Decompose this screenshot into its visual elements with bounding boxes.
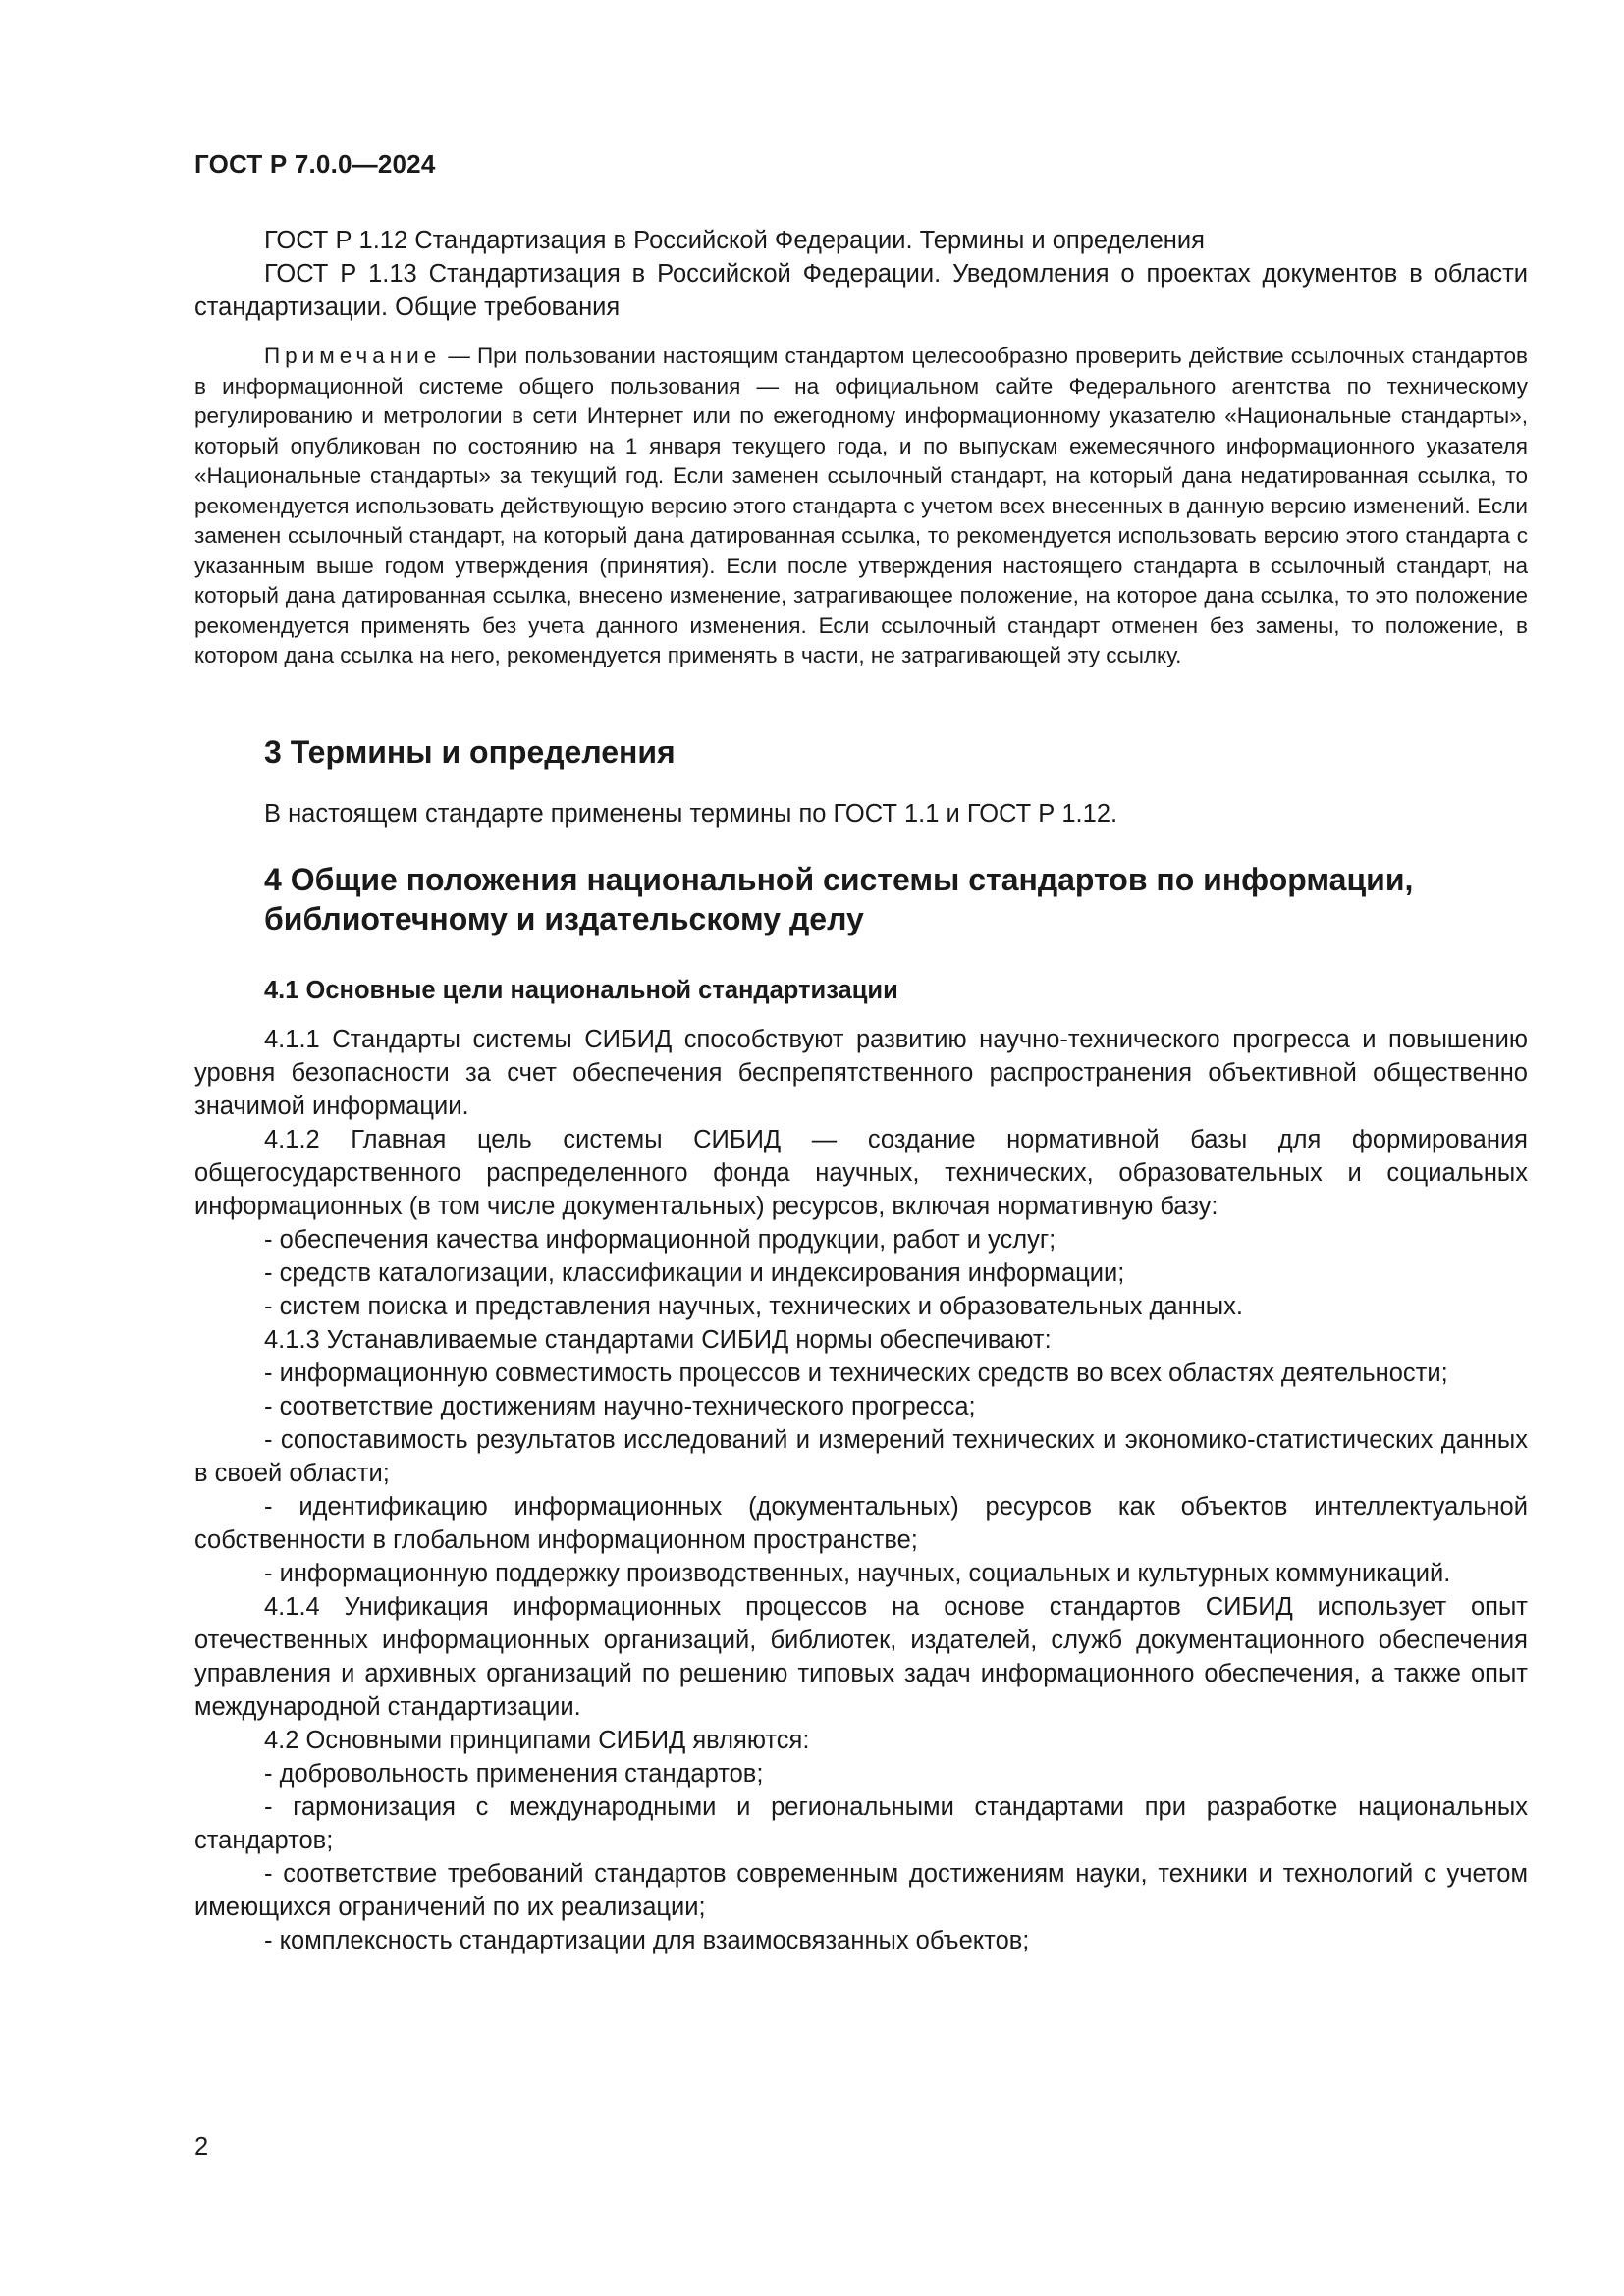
list-item: - средств каталогизации, классификации и индексирования информации;: [264, 1258, 1125, 1287]
list-item: - обеспечения качества информационной продукции, работ и услуг;: [264, 1225, 1056, 1254]
list-item: - соответствие достижениям научно-технического прогресса;: [264, 1392, 976, 1420]
note-label: Примечание: [264, 344, 442, 368]
paragraph-4-2: 4.2 Основными принципами СИБИД являются:: [264, 1726, 810, 1754]
list-item: - систем поиска и представления научных, технических и образовательных данных.: [264, 1292, 1243, 1320]
list-item: - информационную совместимость процессов и технических средств во всех областях деятельности;: [264, 1359, 1448, 1387]
paragraph-4-1-1: 4.1.1 Стандарты системы СИБИД способствуют развитию научно-технического прогресса и повышению уровня безопасности за счет обеспечения беспрепятственного распространения объективной общественно значимой информации.: [194, 1025, 1528, 1120]
list-item: - добровольность применения стандартов;: [264, 1759, 764, 1788]
paragraph-4-1-3: 4.1.3 Устанавливаемые стандартами СИБИД нормы обеспечивают:: [264, 1325, 1052, 1354]
subsection-4-1-heading: 4.1 Основные цели национальной стандартизации: [264, 976, 898, 1004]
paragraph-4-1-2: 4.1.2 Главная цель системы СИБИД — создание нормативной базы для формирования общегосударственного распределенного фонда научных, технических, образовательных и социальных информационных (в том числе документальных) ресурсов, включая нормативную базу:: [194, 1125, 1528, 1220]
page-number: 2: [194, 2133, 209, 2161]
page-content: [194, 224, 1528, 1957]
list-item: - соответствие требований стандартов современным достижениям науки, техники и технологий с учетом имеющихся ограничений по их реализации;: [194, 1859, 1528, 1921]
note-block: [194, 342, 1528, 671]
list-item: - комплексность стандартизации для взаимосвязанных объектов;: [264, 1926, 1030, 1954]
list-item: - гармонизация с международными и региональными стандартами при разработке национальных стандартов;: [194, 1792, 1528, 1854]
section-3-heading: 3 Термины и определения: [264, 733, 676, 770]
section-3-text: В настоящем стандарте применены термины по ГОСТ 1.1 и ГОСТ Р 1.12.: [264, 799, 1118, 828]
reference-gost-r-1-13: ГОСТ Р 1.13 Стандартизация в Российской Федерации. Уведомления о проектах документов в области стандартизации. Общие требования: [194, 260, 1528, 321]
note-text: — При пользовании настоящим стандартом целесообразно проверить действие ссылочных стандартов в информационной системе общего пользования — на официальном сайте Федерального агентства по техническому регулированию и метрологии в сети Интернет или по ежегодному информационному указателю «Национальные стандарты», который опубликован по состоянию на 1 января текущего года, и по выпускам ежемесячного информационного указателя «Национальные стандарты» за текущий год. Если заменен ссылочный стандарт, на который дана недатированная ссылка, то рекомендуется использовать действующую версию этого стандарта с учетом всех внесенных в данную версию изменений. Если заменен ссылочный стандарт, на который дана датированная ссылка, то рекомендуется использовать версию этого стандарта с указанным выше годом утверждения (принятия). Если после утверждения настоящего стандарта в ссылочный стандарт, на который дана датированная ссылка, внесено изменение, затрагивающее положение, на которое дана ссылка, то это положение рекомендуется применять без учета данного изменения. Если ссылочный стандарт отменен без замены, то положение, в котором дана ссылка на него, рекомендуется применять в части, не затрагивающей эту ссылку.: [194, 344, 1528, 667]
list-item: - информационную поддержку производственных, научных, социальных и культурных коммуникаций.: [264, 1559, 1451, 1587]
list-item: - идентификацию информационных (документальных) ресурсов как объектов интеллектуальной собственности в глобальном информационном пространстве;: [194, 1492, 1528, 1554]
document-code-header: ГОСТ Р 7.0.0—2024: [194, 149, 436, 179]
paragraph-4-1-4: 4.1.4 Унификация информационных процессов на основе стандартов СИБИД использует опыт отечественных информационных организаций, библиотек, издателей, служб документационного обеспечения управления и архивных организаций по решению типовых задач информационного обеспечения, а также опыт международной стандартизации.: [194, 1592, 1528, 1721]
section-4-heading: 4 Общие положения национальной системы стандартов по информации, библиотечному и издательскому делу: [264, 861, 1414, 936]
reference-gost-r-1-12: ГОСТ Р 1.12 Стандартизация в Российской Федерации. Термины и определения: [264, 227, 1205, 254]
list-item: - сопоставимость результатов исследований и измерений технических и экономико-статистических данных в своей области;: [194, 1425, 1528, 1487]
